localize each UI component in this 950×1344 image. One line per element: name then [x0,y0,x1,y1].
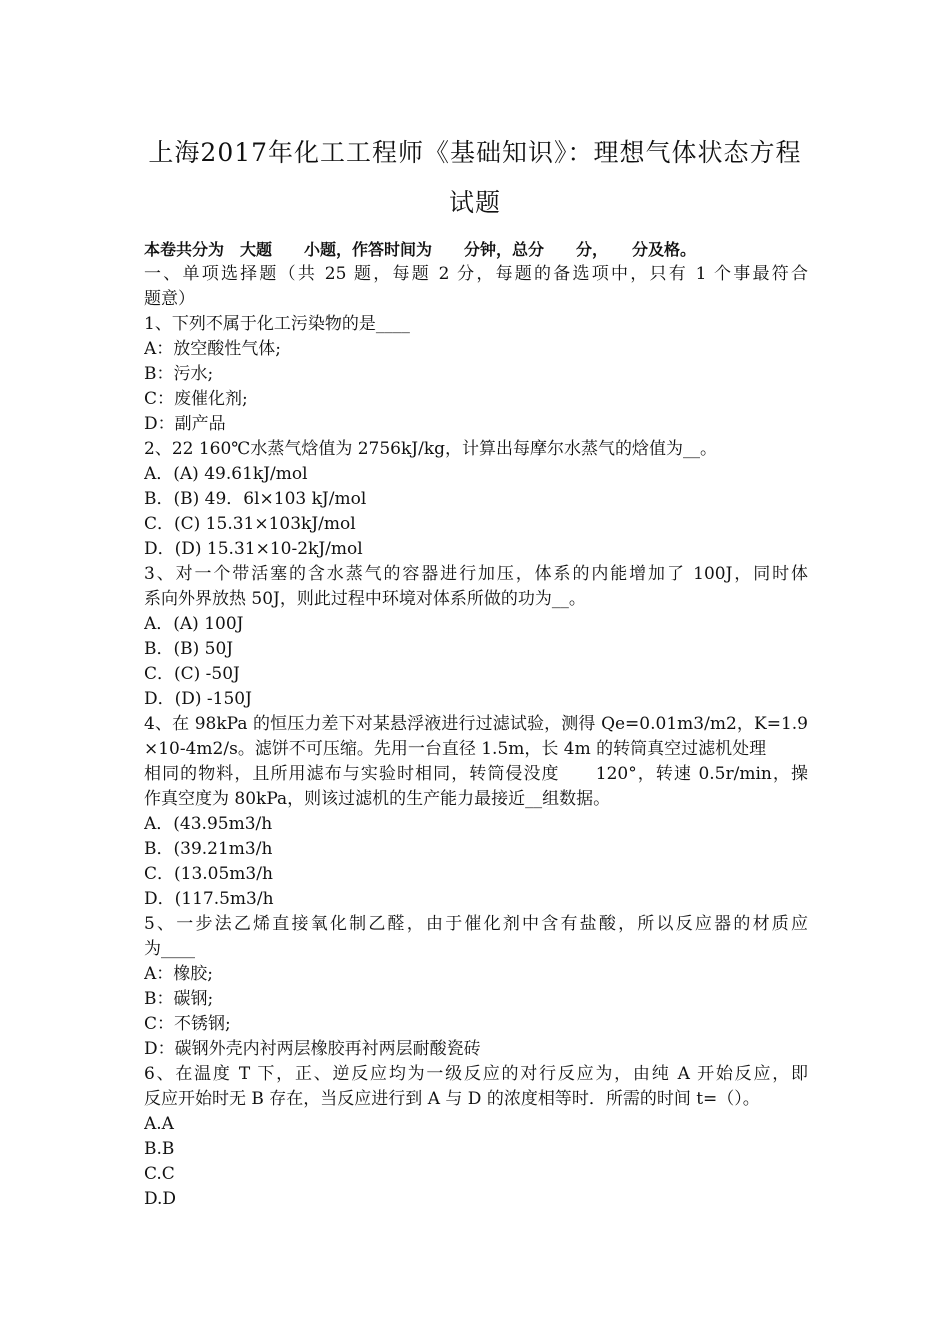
question-stem: 相同的物料，且所用滤布与实验时相同，转筒侵没度 120°，转速 0.5r/min，操 [144,764,808,784]
question-stem: 6、在温度 T 下，正、逆反应均为一级反应的对行反应为，由纯 A 开始反应，即 [144,1064,808,1084]
answer-option: C.C [144,1164,175,1184]
answer-option: D.D [144,1189,177,1209]
section-heading-line-2: 题意） [144,289,195,309]
answer-option: A．(A) 49.61kJ/mol [144,464,308,484]
answer-option: A：放空酸性气体; [144,339,282,359]
answer-option: A．(A) 100J [144,614,244,634]
answer-option: D：副产品 [144,414,226,434]
answer-option: C：废催化剂; [144,389,248,409]
answer-option: A.A [144,1114,174,1134]
answer-option: B：污水; [144,364,214,384]
question-4 [144,712,808,912]
question-stem: 系向外界放热 50J，则此过程中环境对体系所做的功为__。 [144,589,586,609]
answer-option: C．(13.05m3/h [144,864,273,884]
question-1 [144,312,808,437]
question-2 [144,437,808,562]
question-stem: 3、对一个带活塞的含水蒸气的容器进行加压，体系的内能增加了 100J，同时体 [144,564,808,584]
answer-option: D．(117.5m3/h [144,889,274,909]
document-body [144,237,808,1212]
question-stem: 5、一步法乙烯直接氧化制乙醛，由于催化剂中含有盐酸，所以反应器的材质应 [144,914,808,934]
document-title-line-2: 试题 [448,188,501,217]
answer-option: A：橡胶; [144,964,214,984]
question-stem: 作真空度为 80kPa，则该过滤机的生产能力最接近__组数据。 [144,789,611,809]
answer-option: B.B [144,1139,175,1159]
question-stem: 4、在 98kPa 的恒压力差下对某悬浮液进行过滤试验，测得 Qe=0.01m3/m2，K=1.9 [144,714,808,734]
question-3 [144,562,808,712]
question-stem: 1、下列不属于化工污染物的是____ [144,314,410,334]
document-title-line-1: 上海2017年化工工程师《基础知识》：理想气体状态方程 [148,138,802,167]
exam-intro: 本卷共分为 大题 小题，作答时间为 分钟，总分 分， 分及格。 [144,240,697,259]
answer-option: D：碳钢外壳内衬两层橡胶再衬两层耐酸瓷砖 [144,1039,481,1059]
answer-option: B．(B) 50J [144,639,234,659]
answer-option: C．(C) -50J [144,664,240,684]
question-stem: 为____ [144,939,195,959]
question-6 [144,1062,808,1212]
question-stem: 反应开始时无 B 存在，当反应进行到 A 与 D 的浓度相等时．所需的时间 t=（）。 [144,1089,760,1109]
answer-option: B．(B) 49．6l×103 kJ/mol [144,489,367,509]
answer-option: C．(C) 15.31×103kJ/mol [144,514,356,534]
answer-option: D．(D) -150J [144,689,252,709]
answer-option: D．(D) 15.31×10-2kJ/mol [144,539,363,559]
answer-option: B．(39.21m3/h [144,839,273,859]
question-stem: 2、22 160℃水蒸气焓值为 2756kJ/kg，计算出每摩尔水蒸气的焓值为__。 [144,439,718,459]
answer-option: B：碳钢; [144,989,214,1009]
question-5 [144,912,808,1062]
answer-option: C：不锈钢; [144,1014,231,1034]
question-stem: ×10-4m2/s。滤饼不可压缩。先用一台直径 1.5m，长 4m 的转筒真空过滤机处理 [144,739,767,759]
answer-option: A．(43.95m3/h [144,814,273,834]
section-heading-line-1: 一、单项选择题（共 25 题，每题 2 分，每题的备选项中，只有 1 个事最符合 [144,264,808,284]
